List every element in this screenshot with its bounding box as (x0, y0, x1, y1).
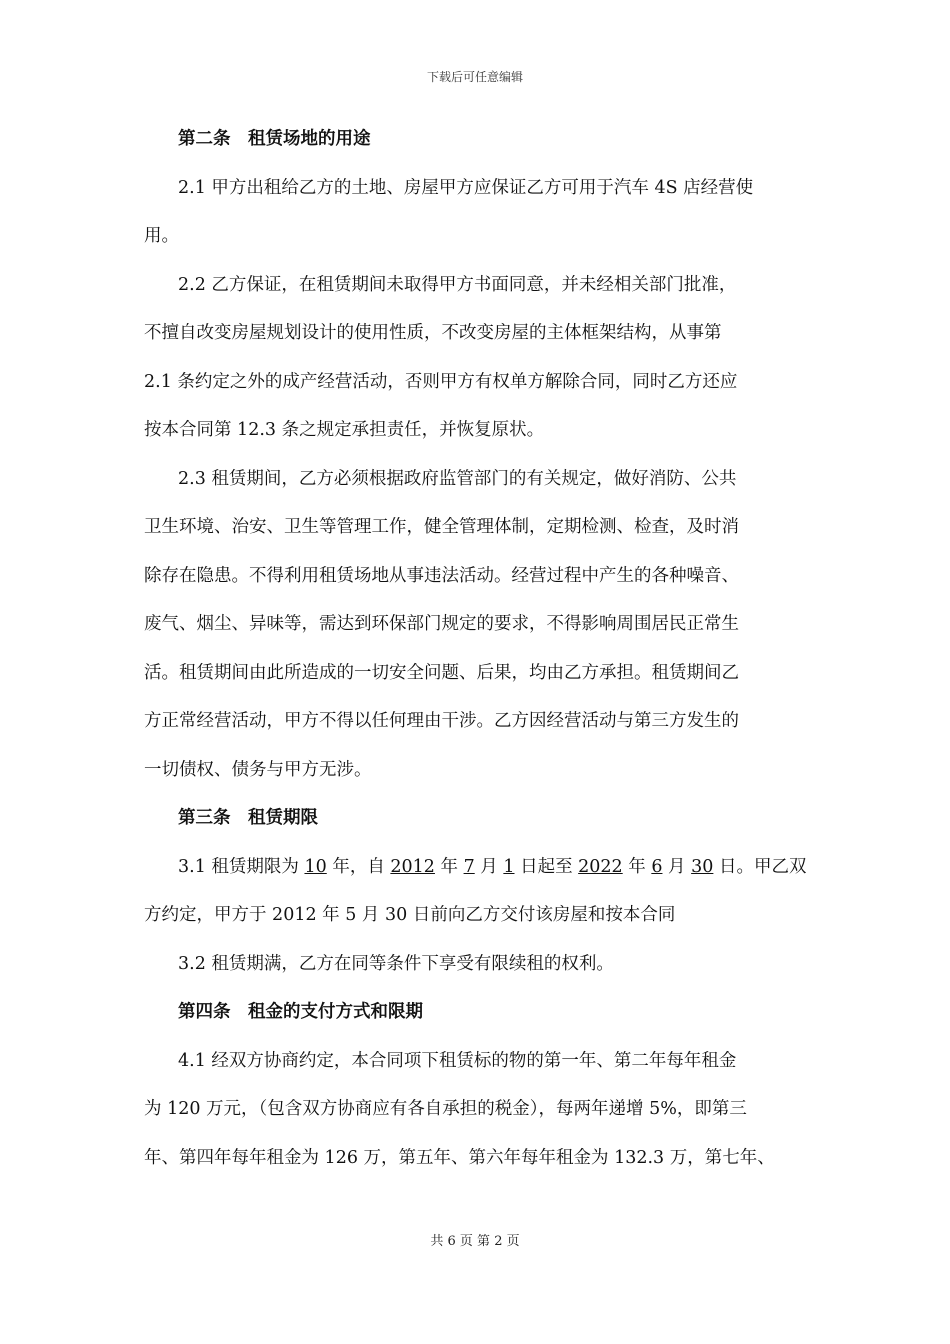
paragraph-line: 一切债权、债务与甲方无涉。 (144, 759, 372, 780)
paragraph-line: 2.1 条约定之外的成产经营活动，否则甲方有权单方解除合同，同时乙方还应 (144, 371, 738, 392)
paragraph-line: 方正常经营活动，甲方不得以任何理由干涉。乙方因经营活动与第三方发生的 (144, 711, 739, 731)
end-year: 2022 (578, 856, 623, 877)
paragraph-line: 活。租赁期间由此所造成的一切安全问题、后果，均由乙方承担。租赁期间乙 (144, 662, 739, 683)
start-month: 7 (463, 856, 475, 877)
term-text: 3.1 租赁期限为 (178, 856, 305, 877)
page-footer: 共 6 页 第 2 页 (430, 1234, 520, 1249)
paragraph-line: 按本合同第 12.3 条之规定承担责任，并恢复原状。 (144, 420, 545, 440)
term-years: 10 (304, 856, 327, 877)
document-body (144, 122, 824, 1189)
paragraph-line: 除存在隐患。不得利用租赁场地从事违法活动。经营过程中产生的各种噪音、 (144, 565, 739, 586)
paragraph-line: 废气、烟尘、异味等，需达到环保部门规定的要求，不得影响周围居民正常生 (144, 614, 739, 634)
start-year: 2012 (390, 856, 435, 877)
paragraph-line: 年、第四年每年租金为 126 万，第五年、第六年每年租金为 132.3 万，第七年、 (144, 1147, 775, 1168)
term-text: 日起至 (514, 856, 579, 877)
paragraph-line: 不擅自改变房屋规划设计的使用性质，不改变房屋的主体框架结构，从事第 (144, 323, 722, 343)
paragraph-line: 用。 (144, 226, 179, 246)
paragraph-line: 2.3 租赁期间，乙方必须根据政府监管部门的有关规定，做好消防、公共 (178, 468, 737, 489)
term-text: 年，自 (326, 856, 391, 877)
end-day: 30 (691, 856, 714, 877)
paragraph-line: 2.2 乙方保证，在租赁期间未取得甲方书面同意，并未经相关部门批准， (178, 274, 737, 295)
paragraph-line: 2.1 甲方出租给乙方的土地、房屋甲方应保证乙方可用于汽车 4S 店经营使 (178, 177, 754, 198)
term-text: 月 (474, 856, 504, 877)
end-month: 6 (651, 856, 663, 877)
section-heading: 第三条 租赁期限 (178, 808, 318, 828)
paragraph-line: 为 120 万元，（包含双方协商应有各自承担的税金），每两年递增 5%，即第三 (144, 1099, 747, 1119)
paragraph-line: 4.1 经双方协商约定，本合同项下租赁标的物的第一年、第二年每年租金 (178, 1050, 737, 1071)
term-text: 日。甲乙双 (713, 856, 807, 877)
section-heading: 第二条 租赁场地的用途 (178, 129, 371, 149)
start-day: 1 (503, 856, 515, 877)
term-text: 月 (662, 856, 692, 877)
lease-term-line (144, 850, 824, 899)
section-heading: 第四条 租金的支付方式和限期 (178, 1002, 423, 1022)
term-text: 年 (622, 856, 652, 877)
term-text: 年 (434, 856, 464, 877)
paragraph-line: 卫生环境、治安、卫生等管理工作，健全管理体制，定期检测、检查，及时消 (144, 517, 739, 537)
page-header: 下载后可任意编辑 (426, 70, 523, 84)
paragraph-line: 3.2 租赁期满，乙方在同等条件下享受有限续租的权利。 (178, 953, 614, 974)
paragraph-line: 方约定，甲方于 2012 年 5 月 30 日前向乙方交付该房屋和按本合同 (144, 905, 676, 925)
